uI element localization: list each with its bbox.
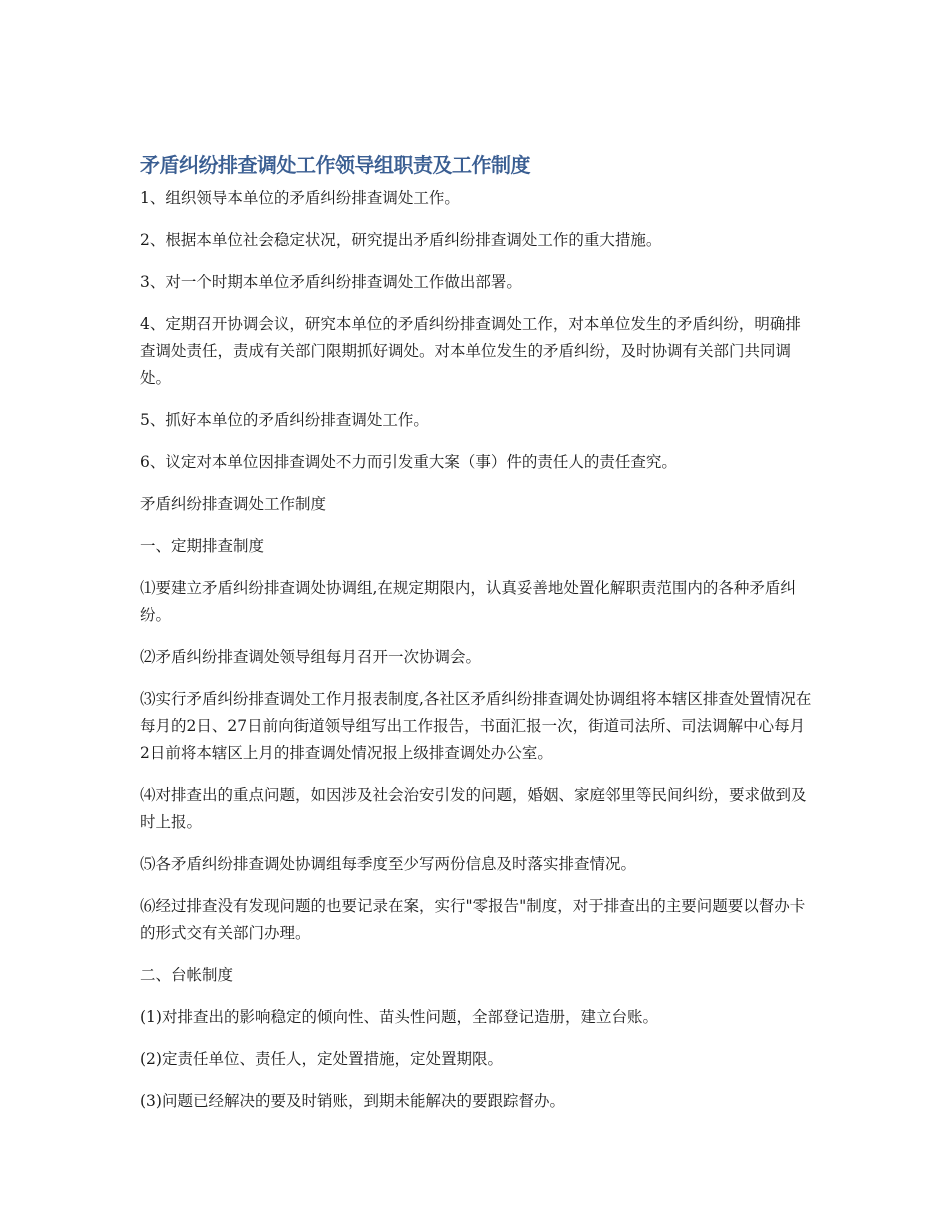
- ledger-item-2: (2)定责任单位、责任人，定处置措施，定处置期限。: [140, 1050, 503, 1068]
- duty-item-6: 6、议定对本单位因排查调处不力而引发重大案（事）件的责任人的责任查究。: [140, 453, 677, 471]
- duty-item-2: 2、根据本单位社会稳定状况，研究提出矛盾纠纷排查调处工作的重大措施。: [140, 231, 662, 249]
- inspection-item-4: ⑷对排查出的重点问题，如因涉及社会治安引发的问题，婚姻、家庭邻里等民间纠纷，要求做到及时上报。: [140, 786, 807, 831]
- document-title: 矛盾纠纷排查调处工作领导组职责及工作制度: [140, 153, 530, 177]
- section-heading-ledger: 二、台帐制度: [140, 966, 234, 984]
- duty-item-4: 4、定期召开协调会议，研究本单位的矛盾纠纷排查调处工作，对本单位发生的矛盾纠纷，明确排查调处责任，责成有关部门限期抓好调处。对本单位发生的矛盾纠纷，及时协调有关部门共同调处。: [140, 315, 801, 387]
- system-heading: 矛盾纠纷排查调处工作制度: [140, 495, 327, 513]
- inspection-item-3: ⑶实行矛盾纠纷排查调处工作月报表制度,各社区矛盾纠纷排查调处协调组将本辖区排查处置情况在每月的2日、27日前向街道领导组写出工作报告，书面汇报一次，街道司法所、司法调解中心每月2日前将本辖区上月的排查调处情况报上级排查调处办公室。: [140, 690, 812, 762]
- inspection-item-5: ⑸各矛盾纠纷排查调处协调组每季度至少写两份信息及时落实排查情况。: [140, 855, 637, 873]
- section-heading-regular-inspection: 一、定期排查制度: [140, 537, 265, 555]
- duty-item-5: 5、抓好本单位的矛盾纠纷排查调处工作。: [140, 411, 429, 429]
- inspection-item-1: ⑴要建立矛盾纠纷排查调处协调组,在规定期限内，认真妥善地处置化解职责范围内的各种矛盾纠纷。: [140, 579, 796, 624]
- ledger-item-3: (3)问题已经解决的要及时销账，到期未能解决的要跟踪督办。: [140, 1092, 565, 1110]
- document-body: [140, 150, 812, 1115]
- duty-item-3: 3、对一个时期本单位矛盾纠纷排查调处工作做出部署。: [140, 273, 522, 291]
- inspection-item-2: ⑵矛盾纠纷排查调处领导组每月召开一次协调会。: [140, 648, 482, 666]
- inspection-item-6: ⑹经过排查没有发现问题的也要记录在案，实行"零报告"制度，对于排查出的主要问题要以督办卡的形式交有关部门办理。: [140, 897, 806, 942]
- duty-item-1: 1、组织领导本单位的矛盾纠纷排查调处工作。: [140, 189, 460, 207]
- ledger-item-1: (1)对排查出的影响稳定的倾向性、苗头性问题，全部登记造册，建立台账。: [140, 1008, 658, 1026]
